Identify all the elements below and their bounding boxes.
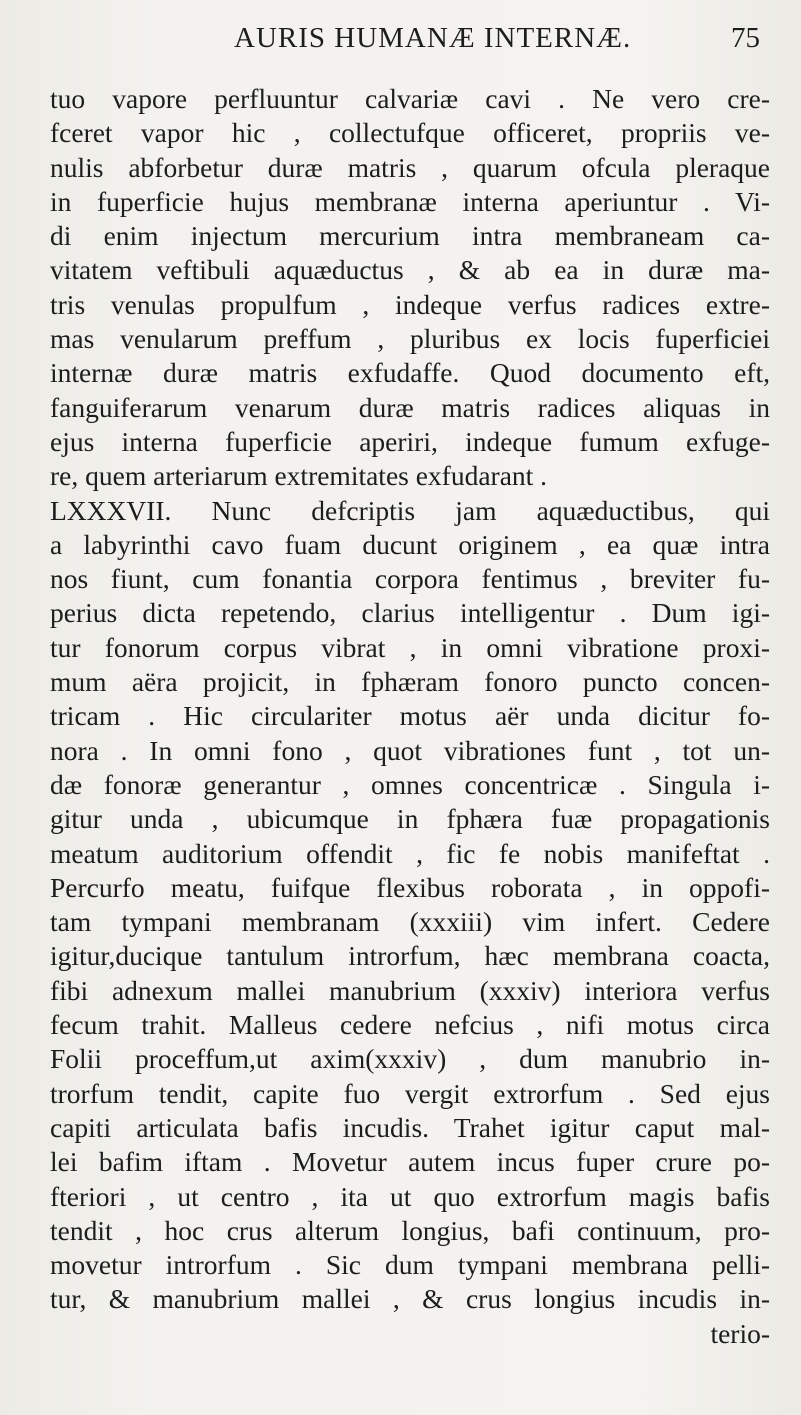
text-line: capiti articulata bafis incudis. Trahet igitur caput mal-	[50, 1111, 770, 1143]
text-line: trorfum tendit, capite fuo vergit extrorfum . Sed ejus	[50, 1077, 770, 1109]
catchword: terio-	[710, 1317, 770, 1349]
text-line: tendit , hoc crus alterum longius, bafi continuum, pro-	[50, 1214, 770, 1246]
body-text	[50, 82, 770, 1351]
running-head-title: AURIS HUMANÆ INTERNÆ.	[234, 22, 632, 54]
text-line: tam tympani membranam (xxxiii) vim infert. Cedere	[50, 906, 770, 938]
text-line: tur fonorum corpus vibrat , in omni vibratione proxi-	[50, 631, 770, 663]
text-line: Folii proceffum,ut axim(xxxiv) , dum manubrio in-	[50, 1043, 770, 1075]
text-line: a labyrinthi cavo fuam ducunt originem , ea quæ intra	[50, 528, 770, 560]
text-line: meatum auditorium offendit , fic fe nobis manifeftat .	[50, 837, 770, 869]
text-line: perius dicta repetendo, clarius intelligentur . Dum igi-	[50, 597, 770, 629]
page-number: 75	[731, 22, 760, 54]
text-line: igitur,ducique tantulum introrfum, hæc membrana coacta,	[50, 940, 770, 972]
text-line: fanguiferarum venarum duræ matris radices aliquas in	[50, 391, 770, 423]
text-line: vitatem veftibuli aquæductus , & ab ea in duræ ma-	[50, 254, 770, 286]
text-line: tur, & manubrium mallei , & crus longius incudis in-	[50, 1283, 770, 1315]
text-line: nora . In omni fono , quot vibrationes funt , tot un-	[50, 734, 770, 766]
text-line: ejus interna fuperficie aperiri, indeque fumum exfuge-	[50, 425, 770, 457]
text-line: dæ fonoræ generantur , omnes concentricæ . Singula i-	[50, 768, 770, 800]
text-line: gitur unda , ubicumque in fphæra fuæ propagationis	[50, 803, 770, 835]
text-line: fteriori , ut centro , ita ut quo extrorfum magis bafis	[50, 1180, 770, 1212]
text-line: fibi adnexum mallei manubrium (xxxiv) interiora verfus	[50, 974, 770, 1006]
running-head	[0, 22, 801, 62]
text-line: mas venularum preffum , pluribus ex locis fuperficiei	[50, 323, 770, 355]
text-line: internæ duræ matris exfudaffe. Quod documento eft,	[50, 357, 770, 389]
text-line: tuo vapore perfluuntur calvariæ cavi . Ne vero cre-	[50, 83, 770, 114]
text-line: di enim injectum mercurium intra membraneam ca-	[50, 220, 770, 252]
text-line: tris venulas propulfum , indeque verfus radices extre-	[50, 288, 770, 320]
text-line: fceret vapor hic , collectufque officeret, propriis ve-	[50, 117, 770, 149]
text-line: in fuperficie hujus membranæ interna aperiuntur . Vi-	[50, 185, 770, 217]
text-line: nulis abforbetur duræ matris , quarum ofcula pleraque	[50, 151, 770, 183]
text-line: lei bafim iftam . Movetur autem incus fuper crure po-	[50, 1146, 770, 1178]
text-line: nos fiunt, cum fonantia corpora fentimus , breviter fu-	[50, 563, 770, 595]
text-line: tricam . Hic circulariter motus aër unda dicitur fo-	[50, 700, 770, 732]
text-line: fecum trahit. Malleus cedere nefcius , nifi motus circa	[50, 1009, 770, 1041]
text-line: re, quem arteriarum extremitates exfudarant .	[50, 460, 548, 492]
text-line: Percurfo meatu, fuifque flexibus roborata , in oppofi-	[50, 871, 770, 903]
text-line: movetur introrfum . Sic dum tympani membrana pelli-	[50, 1249, 770, 1281]
section-heading-line: LXXXVII. Nunc defcriptis jam aquæductibus, qui	[50, 494, 770, 526]
text-line: mum aëra projicit, in fphæram fonoro puncto concen-	[50, 666, 770, 698]
